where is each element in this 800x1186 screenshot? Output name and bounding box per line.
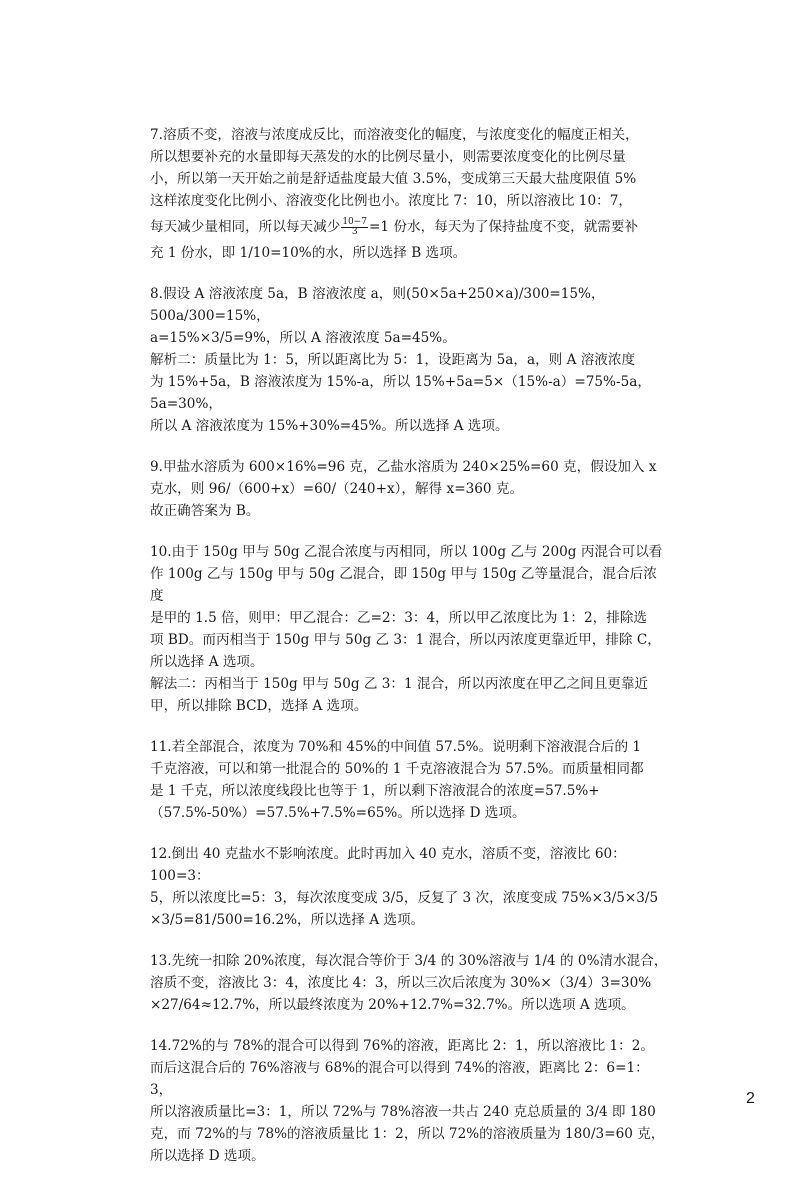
text-line: （57.5%-50%）=57.5%+7.5%=65%。所以选择 D 选项。 bbox=[150, 805, 526, 821]
fraction-denominator: 3 bbox=[351, 227, 358, 237]
solutions-body bbox=[150, 124, 670, 1186]
text-line: 项 BD。而丙相当于 150g 甲与 50g 乙 3：1 混合，所以丙浓度更靠近甲，排除 C， bbox=[150, 632, 661, 648]
text-line: 这样浓度变化比例小、溶液变化比例也小。浓度比 7：10，所以溶液比 10：7， bbox=[150, 193, 632, 209]
paragraph-q14 bbox=[150, 1035, 670, 1167]
text-line: 9.甲盐水溶质为 600×16%=96 克，乙盐水溶质为 240×25%=60 克，假设加入 x bbox=[150, 459, 657, 475]
paragraph-q9 bbox=[150, 456, 670, 522]
text-line: 小，所以第一天开始之前是舒适盐度最大值 3.5%，变成第三天最大盐度限值 5% bbox=[150, 171, 637, 187]
text-line: 所以选择 D 选项。 bbox=[150, 1148, 265, 1164]
text-line: 所以想要补充的水量即每天蒸发的水的比例尽量小，则需要浓度变化的比例尽量 bbox=[150, 149, 626, 165]
text-line: 是甲的 1.5 倍，则甲：甲乙混合：乙=2：3：4，所以甲乙浓度比为 1：2，排除选 bbox=[150, 610, 648, 626]
text-line: 所以溶液质量比=3：1，所以 72%与 78%溶液一共占 240 克总质量的 3/4 即 180 bbox=[150, 1104, 656, 1120]
fraction-numerator: 10−7 bbox=[342, 217, 368, 227]
text-line: 14.72%的与 78%的混合可以得到 76%的溶液，距离比 2：1，所以溶液比 1：2。 bbox=[150, 1038, 654, 1054]
text-line: 充 1 份水，即 1/10=10%的水，所以选择 B 选项。 bbox=[150, 245, 467, 261]
paragraph-q8 bbox=[150, 283, 670, 437]
text-line: 克水，则 96/（600+x）=60/（240+x），解得 x=360 克。 bbox=[150, 481, 524, 497]
text-line: 8.假设 A 溶液浓度 5a，B 溶液浓度 a，则(50×5a+250×a)/300=15%，500a/300=15%， bbox=[150, 286, 605, 324]
text-line: 故正确答案为 B。 bbox=[150, 503, 260, 519]
text-line: 11.若全部混合，浓度为 70%和 45%的中间值 57.5%。说明剩下溶液混合后的 1 bbox=[150, 739, 642, 755]
text-fragment: 每天减少量相同，所以每天减少 bbox=[150, 219, 341, 235]
paragraph-q10 bbox=[150, 541, 670, 717]
text-line: 作 100g 乙与 150g 甲与 50g 乙混合，即 150g 甲与 150g 乙等量混合，混合后浓度 bbox=[150, 566, 657, 604]
text-line: 为 15%+5a，B 溶液浓度为 15%-a，所以 15%+5a=5×（15%-a）=75%-5a，5a=30%， bbox=[150, 374, 651, 412]
page-number: 2 bbox=[746, 1090, 755, 1107]
paragraph-q13 bbox=[150, 950, 670, 1016]
text-line: 所以选择 A 选项。 bbox=[150, 654, 264, 670]
text-line: ×27/64≈12.7%，所以最终浓度为 20%+12.7%=32.7%。所以选项 A 选项。 bbox=[150, 997, 635, 1013]
text-line: 而后这混合后的 76%溶液与 68%的混合可以得到 74%的溶液，距离比 2：6=1：3， bbox=[150, 1060, 649, 1098]
text-line: 解析二：质量比为 1：5，所以距离比为 5：1，设距离为 5a，a，则 A 溶液浓度 bbox=[150, 352, 636, 368]
text-line: a=15%×3/5=9%，所以 A 溶液浓度 5a=45%。 bbox=[150, 330, 456, 346]
text-line: 10.由于 150g 甲与 50g 乙混合浓度与丙相同，所以 100g 乙与 200g 丙混合可以看 bbox=[150, 544, 663, 560]
text-line: 甲，所以排除 BCD，选择 A 选项。 bbox=[150, 698, 368, 714]
text-line: 12.倒出 40 克盐水不影响浓度。此时再加入 40 克水，溶质不变，溶液比 60：100=3： bbox=[150, 846, 626, 884]
fraction bbox=[341, 218, 368, 237]
text-line: 13.先统一扣除 20%浓度，每次混合等价于 3/4 的 30%溶液与 1/4 的 0%清水混合， bbox=[150, 953, 668, 969]
paragraph-q11 bbox=[150, 736, 670, 824]
text-line: 解法二：丙相当于 150g 甲与 50g 乙 3：1 混合，所以丙浓度在甲乙之间且更靠近 bbox=[150, 676, 649, 692]
text-line-with-fraction bbox=[150, 212, 670, 242]
text-line: 所以 A 溶液浓度为 15%+30%=45%。所以选择 A 选项。 bbox=[150, 418, 509, 434]
text-line: 5，所以浓度比=5：3，每次浓度变成 3/5，反复了 3 次，浓度变成 75%×3/5×3/5 bbox=[150, 890, 659, 906]
text-line: 溶质不变，溶液比 3：4，浓度比 4：3，所以三次后浓度为 30%×（3/4）3=30% bbox=[150, 975, 652, 991]
text-line: 7.溶质不变，溶液与浓度成反比，而溶液变化的幅度，与浓度变化的幅度正相关， bbox=[150, 127, 639, 143]
text-line: ×3/5=81/500=16.2%，所以选择 A 选项。 bbox=[150, 912, 425, 928]
paragraph-q12 bbox=[150, 843, 670, 931]
paragraph-q7 bbox=[150, 124, 670, 264]
text-fragment: =1 份水，每天为了保持盐度不变，就需要补 bbox=[369, 219, 639, 235]
text-line: 千克溶液，可以和第一批混合的 50%的 1 千克溶液混合为 57.5%。而质量相同都 bbox=[150, 761, 644, 777]
text-line: 克，而 72%的与 78%的溶液质量比 1：2，所以 72%的溶液质量为 180/3=60 克， bbox=[150, 1126, 665, 1142]
text-line: 是 1 千克，所以浓度线段比也等于 1，所以剩下溶液混合的浓度=57.5%+ bbox=[150, 783, 600, 799]
